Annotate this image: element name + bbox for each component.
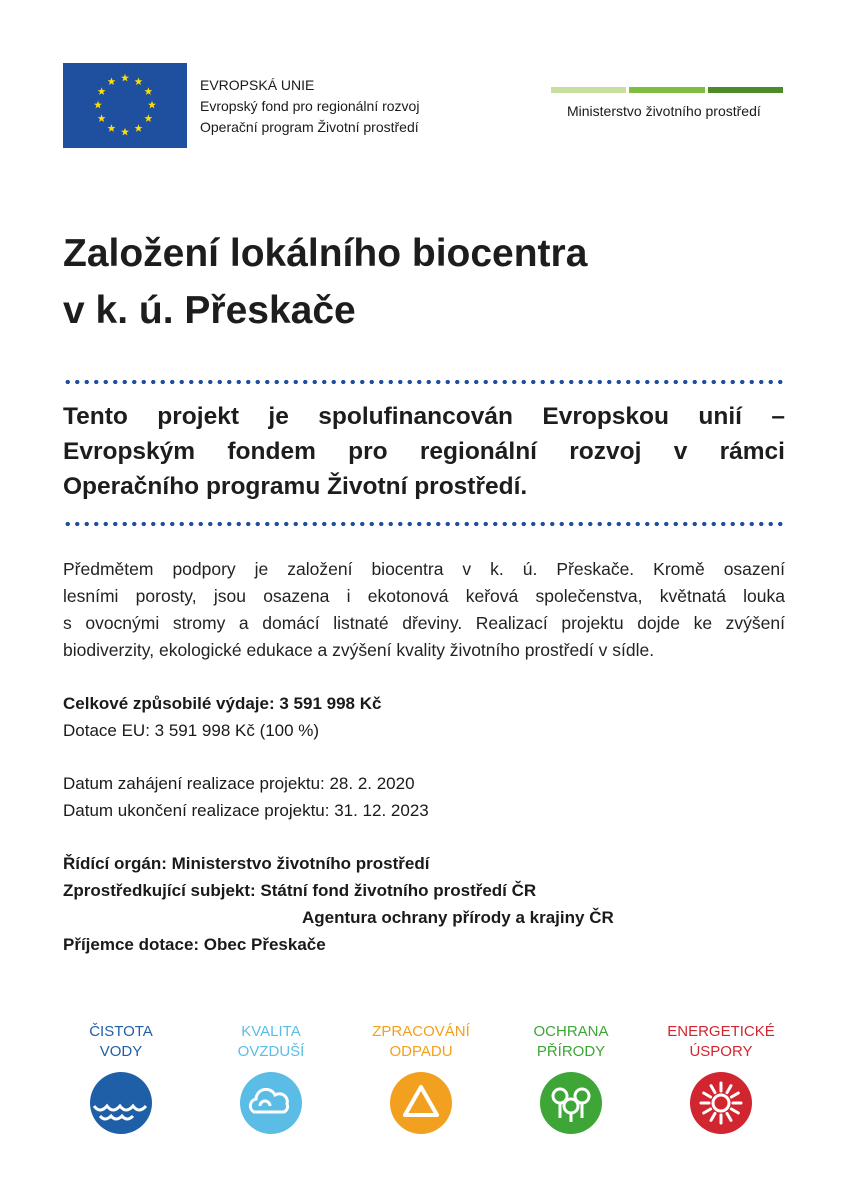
category-waste-line-1: ZPRACOVÁNÍ	[372, 1023, 470, 1040]
dates-block	[63, 770, 429, 824]
trees-icon	[540, 1072, 602, 1134]
intermediate-body-2: Agentura ochrany přírody a krajiny ČR	[302, 908, 614, 927]
category-energy	[646, 1022, 796, 1062]
ministry-bar-2	[629, 87, 704, 93]
costs-block	[63, 690, 381, 744]
category-nature-line-1: OCHRANA	[533, 1023, 609, 1040]
category-air-line-1: KVALITA	[241, 1023, 301, 1040]
description-line-3: s ovocnými stromy a domácí listnaté dřeviny. Realizací projektu dojde ke zvýšení	[63, 613, 785, 633]
eu-line-2: Evropský fond pro regionální rozvoj	[200, 98, 420, 114]
ministry-bar-3	[708, 87, 783, 93]
description-line-4: biodiverzity, ekologické edukace a zvýšení kvality životního prostředí v sídle.	[63, 640, 655, 660]
dotted-divider-bottom	[63, 521, 785, 527]
category-air-line-2: OVZDUŠÍ	[237, 1043, 305, 1060]
description-line-2: lesními porosty, jsou osazena i ekotonová keřová společenstva, květnatá louka	[63, 586, 785, 606]
eu-grant: Dotace EU: 3 591 998 Kč (100 %)	[63, 721, 320, 740]
title-line-1: Založení lokálního biocentra	[63, 232, 588, 275]
page-title	[63, 225, 587, 339]
eu-star	[98, 87, 106, 95]
ministry-color-bars	[551, 87, 783, 93]
eu-star	[148, 101, 156, 109]
eu-star	[108, 77, 116, 85]
eu-line-3: Operační program Životní prostředí	[200, 119, 419, 135]
eu-text-block	[200, 75, 419, 138]
eu-stars-icon	[63, 63, 187, 148]
sun-icon	[690, 1072, 752, 1134]
eu-star	[144, 114, 152, 122]
eu-flag-logo	[63, 63, 187, 148]
category-energy-line-2: ÚSPORY	[689, 1043, 753, 1060]
eu-star	[135, 77, 143, 85]
category-water-line-2: VODY	[99, 1043, 143, 1060]
title-line-2: v k. ú. Přeskače	[63, 289, 356, 332]
eu-star	[108, 124, 116, 132]
eu-star	[94, 101, 102, 109]
total-costs: Celkové způsobilé výdaje: 3 591 998 Kč	[63, 694, 382, 713]
subtitle-line-1: Tento projekt je spolufinancován Evropskou unií –	[63, 403, 785, 430]
category-energy-line-1: ENERGETICKÉ	[667, 1023, 775, 1040]
subtitle-line-3: Operačního programu Životní prostředí.	[63, 473, 528, 500]
eu-star	[144, 87, 152, 95]
eu-star	[98, 114, 106, 122]
ministry-logo-text: Ministerstvo životního prostředí	[567, 103, 761, 119]
dotted-divider-top	[63, 379, 785, 385]
category-waste	[346, 1022, 496, 1062]
cloud-icon	[240, 1072, 302, 1134]
ministry-bar-1	[551, 87, 626, 93]
eu-star	[121, 128, 129, 136]
category-waste-line-2: ODPADU	[389, 1043, 453, 1060]
water-icon	[90, 1072, 152, 1134]
recycle-triangle-icon	[390, 1072, 452, 1134]
grant-recipient: Příjemce dotace: Obec Přeskače	[63, 935, 326, 954]
cofinancing-statement	[63, 399, 785, 504]
category-water-line-1: ČISTOTA	[89, 1023, 153, 1040]
managing-authority: Řídící orgán: Ministerstvo životního prostředí	[63, 854, 430, 873]
category-nature	[496, 1022, 646, 1062]
end-date: Datum ukončení realizace projektu: 31. 12. 2023	[63, 801, 429, 820]
category-air	[196, 1022, 346, 1062]
eu-star	[121, 74, 129, 82]
category-water	[46, 1022, 196, 1062]
start-date: Datum zahájení realizace projektu: 28. 2. 2020	[63, 774, 415, 793]
subtitle-line-2: Evropským fondem pro regionální rozvoj v rámci	[63, 438, 785, 465]
intermediate-body: Zprostředkující subjekt: Státní fond životního prostředí ČR	[63, 881, 537, 900]
description-line-1: Předmětem podpory je založení biocentra v k. ú. Přeskače. Kromě osazení	[63, 559, 785, 579]
eu-star	[135, 124, 143, 132]
bodies-block	[63, 850, 614, 958]
eu-line-1: EVROPSKÁ UNIE	[200, 77, 315, 93]
category-nature-line-2: PŘÍRODY	[536, 1043, 606, 1060]
project-description	[63, 556, 785, 664]
